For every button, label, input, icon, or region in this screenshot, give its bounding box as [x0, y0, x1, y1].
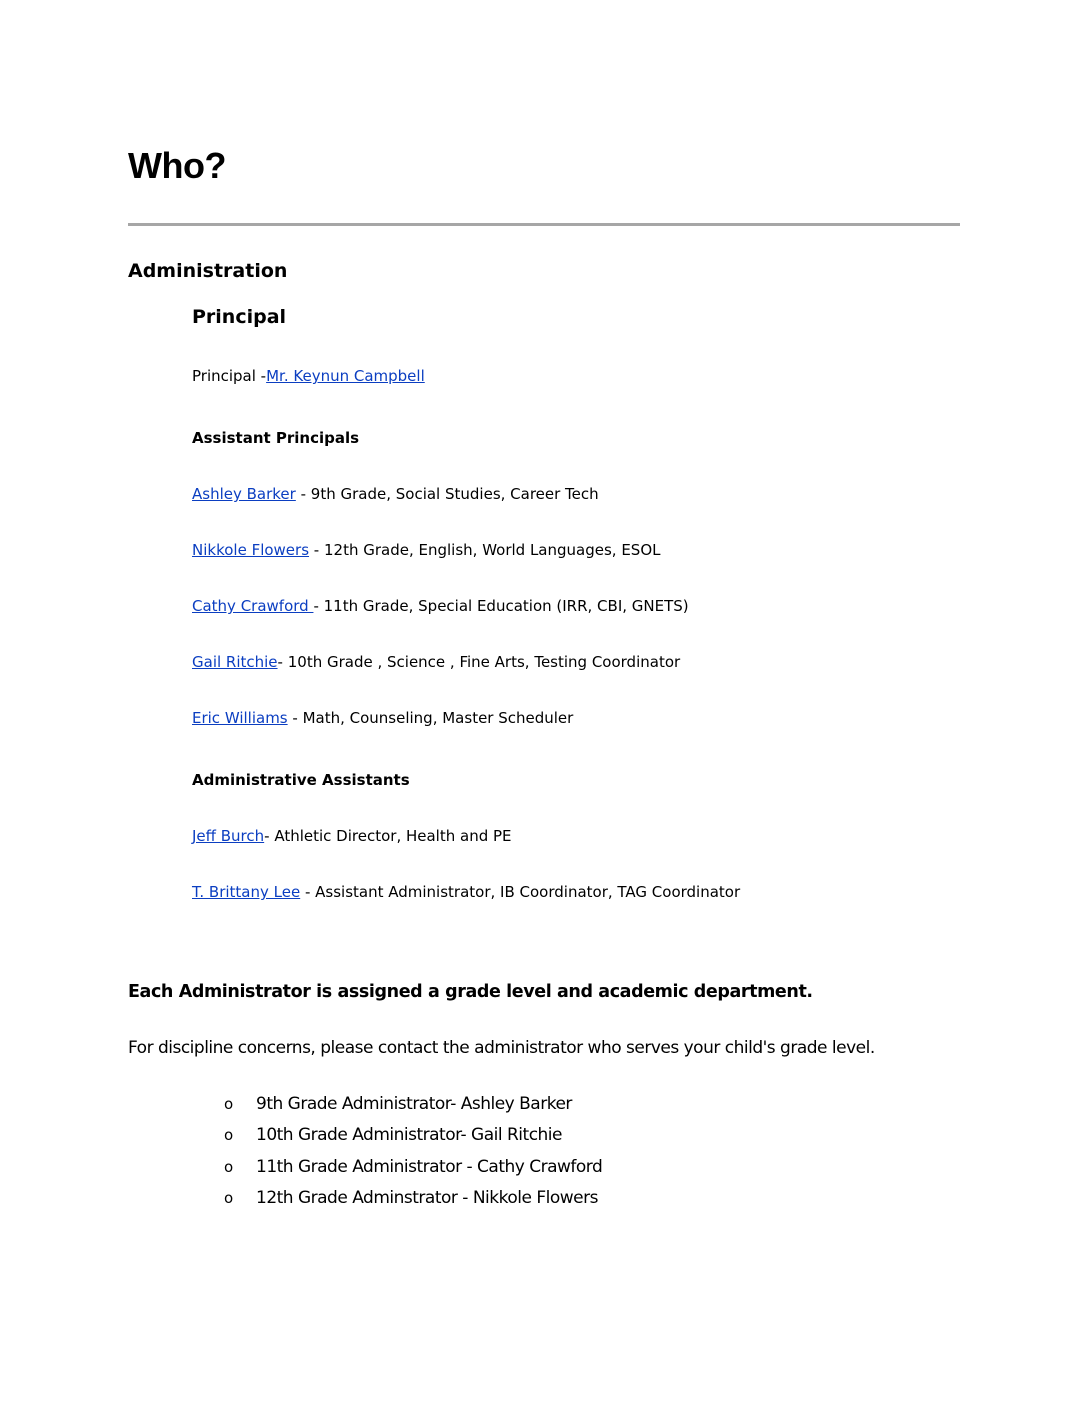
assistant-principal-link[interactable]: Ashley Barker	[192, 485, 296, 503]
administrative-assistant-role: - Athletic Director, Health and PE	[264, 827, 512, 845]
principal-prefix: Principal -	[192, 367, 267, 385]
administrative-assistant-row	[192, 826, 512, 846]
list-item	[224, 1092, 602, 1123]
grade-admin-text: 9th Grade Administrator- Ashley Barker	[256, 1094, 572, 1114]
administrative-assistants-heading: Administrative Assistants	[192, 771, 410, 789]
assistant-principal-role: - 11th Grade, Special Education (IRR, CBI, GNETS)	[313, 597, 689, 615]
administrative-assistant-link[interactable]: Jeff Burch	[192, 827, 265, 845]
assistant-principals-heading: Assistant Principals	[192, 429, 360, 447]
assistant-principal-row	[192, 652, 680, 672]
bullet-icon: o	[224, 1095, 233, 1113]
assistant-principal-link[interactable]: Nikkole Flowers	[192, 541, 310, 559]
principal-heading: Principal	[192, 306, 287, 328]
discipline-instruction: For discipline concerns, please contact the administrator who serves your child's grade level.	[128, 1038, 875, 1058]
administrative-assistant-role: - Assistant Administrator, IB Coordinator, TAG Coordinator	[300, 883, 741, 901]
assistant-principal-link[interactable]: Cathy Crawford	[192, 597, 314, 615]
list-item	[224, 1186, 602, 1217]
assistant-principal-row	[192, 484, 599, 504]
bullet-icon: o	[224, 1126, 233, 1145]
assistant-principal-row	[192, 596, 689, 616]
administration-heading: Administration	[128, 260, 288, 282]
assistant-principal-link[interactable]: Gail Ritchie	[192, 653, 278, 671]
assistant-principal-link[interactable]: Eric Williams	[192, 709, 288, 727]
assistant-principal-role: - Math, Counseling, Master Scheduler	[287, 709, 574, 727]
grade-admin-list	[224, 1092, 602, 1217]
grade-admin-text: 10th Grade Administrator- Gail Ritchie	[256, 1125, 562, 1146]
assistant-principal-role: - 9th Grade, Social Studies, Career Tech	[295, 485, 599, 503]
bullet-icon: o	[224, 1188, 233, 1207]
administrative-assistant-row	[192, 882, 740, 902]
assistant-principal-role: - 10th Grade , Science , Fine Arts, Testing Coordinator	[277, 653, 681, 671]
page-title: Who?	[128, 145, 226, 186]
administrative-assistant-link[interactable]: T. Brittany Lee	[192, 883, 301, 901]
title-divider	[128, 223, 960, 226]
principal-line	[192, 366, 425, 386]
assistant-principal-role: - 12th Grade, English, World Languages, ESOL	[309, 541, 661, 559]
list-item	[224, 1123, 602, 1154]
bullet-icon: o	[224, 1157, 233, 1176]
assistant-principal-row	[192, 708, 573, 728]
grade-admin-text: 12th Grade Adminstrator - Nikkole Flowers	[256, 1187, 598, 1208]
grade-admin-text: 11th Grade Administrator - Cathy Crawford	[256, 1156, 603, 1177]
assignment-heading: Each Administrator is assigned a grade level and academic department.	[128, 982, 813, 1002]
principal-link[interactable]: Mr. Keynun Campbell	[266, 367, 425, 385]
list-item	[224, 1155, 602, 1186]
assistant-principal-row	[192, 540, 660, 560]
